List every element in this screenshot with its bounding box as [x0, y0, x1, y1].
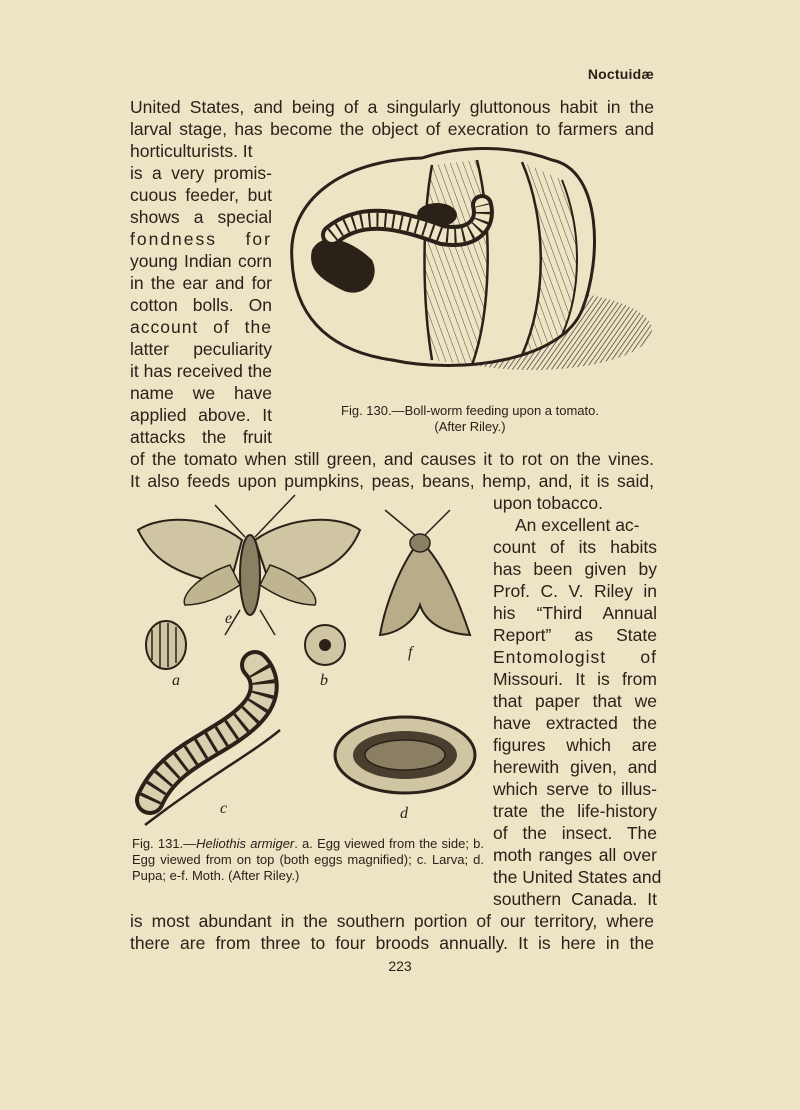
figure-130-caption: [305, 403, 635, 435]
running-head: Noctuidæ: [587, 66, 654, 82]
text-line: cotton bolls. On: [130, 295, 272, 315]
caption-line: Fig. 130.—Boll-worm feeding upon a tomato.: [341, 403, 599, 418]
text-line: figures which are: [493, 735, 657, 755]
label-d: d: [400, 805, 408, 822]
text-line: applied above. It: [130, 405, 272, 425]
text-line: attacks the fruit: [130, 427, 272, 447]
moth-folded-illustration: [380, 510, 470, 635]
text-line: Prof. C. V. Riley in: [493, 581, 657, 601]
text-line: the United States and: [493, 867, 662, 887]
text-line: United States, and being of a singularly gluttonous habit in the: [130, 97, 654, 117]
figure-131-caption: [132, 836, 484, 884]
text-line: trate the life-history: [493, 801, 657, 821]
caption-prefix: Fig. 131.—: [132, 836, 197, 851]
page-number: 223: [388, 958, 412, 974]
text-line: is most abundant in the southern portion of our territory, where: [130, 911, 654, 931]
pupa-illustration: [335, 717, 475, 793]
text-line: Entomologist of: [493, 647, 657, 667]
figure-130-tomato-illustration: [282, 140, 657, 400]
text-line: larval stage, has become the object of execration to farmers and: [130, 119, 654, 139]
text-line: it has received the: [130, 361, 273, 381]
text-line: of the insect. The: [493, 823, 657, 843]
text-line: that paper that we: [493, 691, 657, 711]
text-line: latter peculiarity: [130, 339, 272, 359]
text-line: account of the: [130, 317, 272, 337]
text-line: young Indian corn: [130, 251, 272, 271]
text-line: of the tomato when still green, and causes it to rot on the vines.: [130, 449, 654, 469]
text-line: It also feeds upon pumpkins, peas, beans, hemp, and, it is said,: [130, 471, 654, 491]
text-line: cuous feeder, but: [130, 185, 272, 205]
text-line: moth ranges all over: [493, 845, 657, 865]
figure-131-life-history-illustration: [130, 495, 485, 830]
text-line: in the ear and for: [130, 273, 272, 293]
text-line: there are from three to four broods annually. It is here in the: [130, 933, 654, 953]
text-line: horticulturists. It: [130, 141, 253, 161]
text-line: Missouri. It is from: [493, 669, 657, 689]
text-line: name we have: [130, 383, 272, 403]
text-line: have extracted the: [493, 713, 657, 733]
label-e: e: [225, 610, 233, 627]
label-b: b: [320, 672, 328, 689]
label-a: a: [172, 672, 180, 689]
label-f: f: [408, 644, 413, 661]
text-line: Report” as State: [493, 625, 657, 645]
text-line: count of its habits: [493, 537, 657, 557]
caption-species: Heliothis armiger: [196, 836, 295, 851]
text-line: is a very promis-: [130, 163, 272, 183]
moth-spread-illustration: [138, 495, 360, 635]
text-line: An excellent ac-: [515, 515, 640, 535]
caption-rest: . a. Egg viewed from the side; b. Egg viewed from on top (both eggs magnified); c. Larva; d. Pupa; e-f. Moth. (After Riley.): [132, 836, 484, 883]
label-c: c: [220, 800, 228, 817]
text-line: herewith given, and: [493, 757, 657, 777]
text-line: which serve to illus-: [493, 779, 657, 799]
text-line: has been given by: [493, 559, 657, 579]
caption-line: (After Riley.): [434, 419, 506, 434]
text-line: his “Third Annual: [493, 603, 657, 623]
text-line: upon tobacco.: [493, 493, 603, 513]
text-line: southern Canada. It: [493, 889, 657, 909]
text-line: fondness for: [130, 229, 272, 249]
text-line: shows a special: [130, 207, 272, 227]
